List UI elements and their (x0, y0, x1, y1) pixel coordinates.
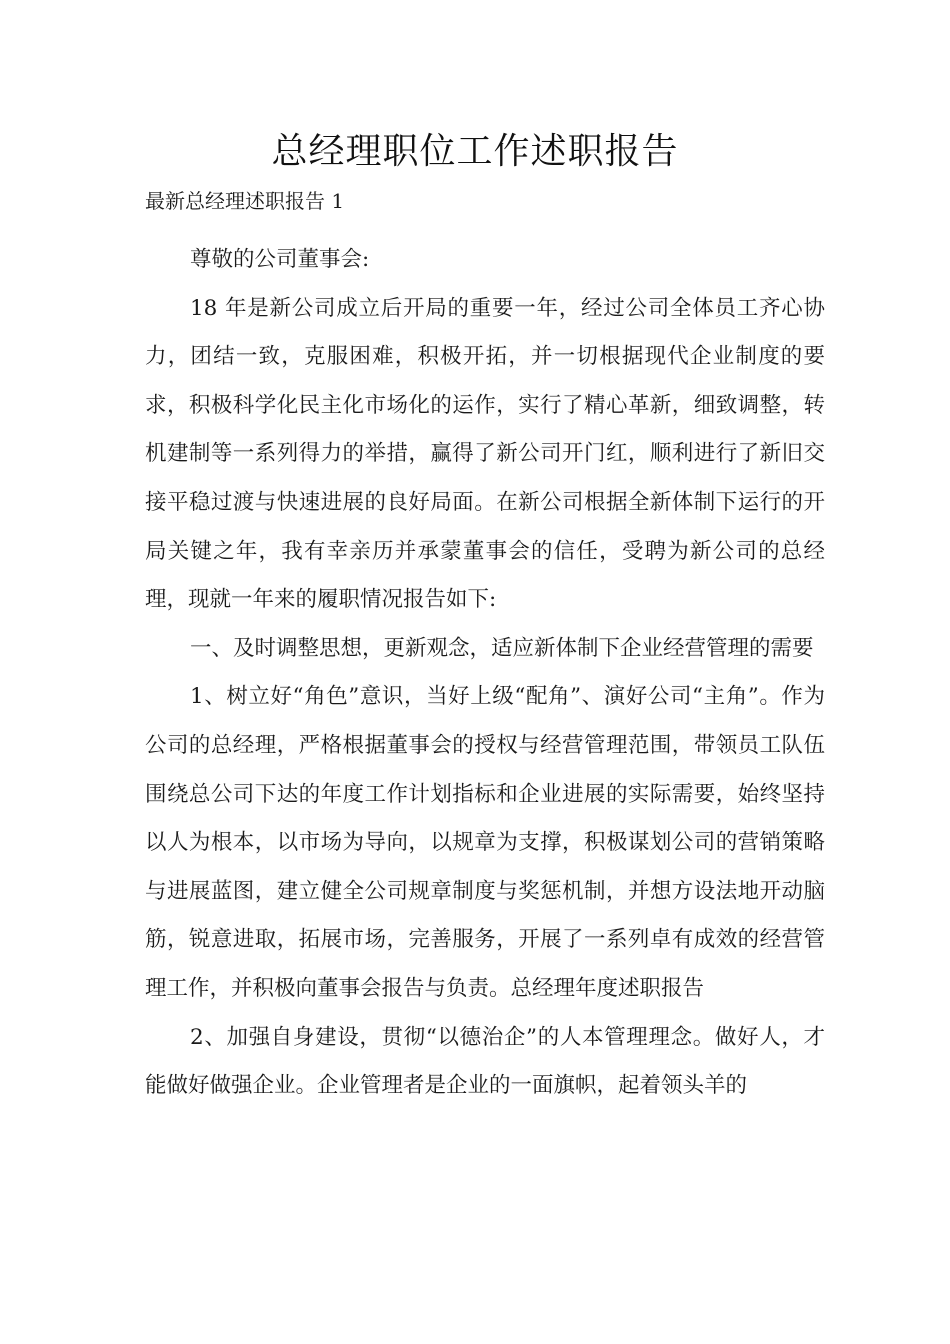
paragraph-intro: 18 年是新公司成立后开局的重要一年，经过公司全体员工齐心协力，团结一致，克服困难，积极开拓，并一切根据现代企业制度的要求，积极科学化民主化市场化的运作，实行了精心革新，细致调整，转机建制等一系列得力的举措，赢得了新公司开门红，顺利进行了新旧交接平稳过渡与快速进展的良好局面。在新公司根据全新体制下运行的开局关键之年，我有幸亲历并承蒙董事会的信任，受聘为新公司的总经理，现就一年来的履职情况报告如下: (145, 295, 825, 613)
paragraph-point-2: 2、加强自身建设，贯彻“以德治企”的人本管理理念。做好人，才能做好做强企业。企业管理者是企业的一面旗帜，起着领头羊的 (145, 1024, 825, 1099)
paragraph-section-heading: 一、及时调整思想，更新观念，适应新体制下企业经营管理的需要 (190, 635, 814, 661)
document-title: 总经理职位工作述职报告 (271, 131, 679, 172)
paragraph-salutation: 尊敬的公司董事会: (190, 247, 370, 272)
paragraph-point-1: 1、树立好“角色”意识，当好上级“配角”、演好公司“主角”。作为公司的总经理，严格根据董事会的授权与经营管理范围，带领员工队伍围绕总公司下达的年度工作计划指标和企业进展的实际需要，始终坚持以人为根本，以市场为导向，以规章为支撑，积极谋划公司的营销策略与进展蓝图，建立健全公司规章制度与奖惩机制，并想方设法地开动脑筋，锐意进取，拓展市场，完善服务，开展了一系列卓有成效的经营管理工作，并积极向董事会报告与负责。总经理年度述职报告 (145, 684, 825, 1001)
document-body (145, 236, 825, 1111)
document-subtitle: 最新总经理述职报告 1 (145, 189, 345, 213)
